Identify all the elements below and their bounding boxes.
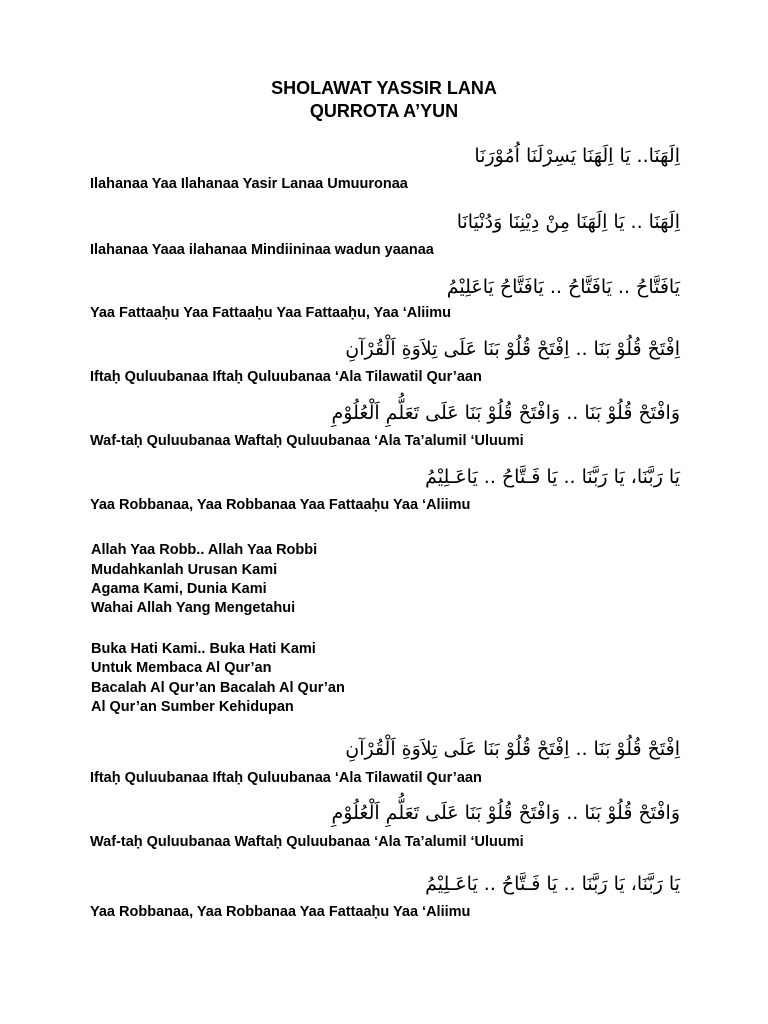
verse-arabic: اِفْتَحْ قُلُوْ بَنَا .. اِفْتَحْ قُلُوْ بَنَا عَلَى تِلاَوَةِ اَلْقُرْآنِ <box>345 738 680 760</box>
verse-arabic: يَافَتَّاحُ .. يَافَتَّاحُ .. يَافَتَّاحُ يَاعَلِيْمُ <box>446 276 680 298</box>
verse-latin: Iftaḥ Quluubanaa Iftaḥ Quluubanaa ‘Ala Tilawatil Qur’aan <box>90 369 482 385</box>
verse-latin: Ilahanaa Yaa Ilahanaa Yasir Lanaa Umuuronaa <box>90 176 408 192</box>
verse-arabic: اِلَهَنَا.. يَا اِلَهَنَا يَسِرْلَنَا اُمُوْرَنَا <box>474 145 680 167</box>
verse-arabic: يَا رَبَّنَا، يَا رَبَّنَا .. يَا فَـتَّاحُ .. يَاعَـلِيْمُ <box>425 873 680 895</box>
stanza-line: Untuk Membaca Al Qur’an <box>91 660 272 676</box>
verse-arabic: وَافْتَحْ قُلُوْ بَنَا .. وَافْتَحْ قُلُوْ بَنَا عَلَى تَعَلُّمِ اَلْعُلُوْمِ <box>331 802 680 824</box>
verse-latin: Yaa Fattaaḥu Yaa Fattaaḥu Yaa Fattaaḥu, Yaa ‘Aliimu <box>90 305 452 321</box>
verse-latin: Yaa Robbanaa, Yaa Robbanaa Yaa Fattaaḥu Yaa ‘Aliimu <box>90 497 471 513</box>
stanza-line: Agama Kami, Dunia Kami <box>91 581 267 597</box>
verse-latin: Waf-taḥ Quluubanaa Waftaḥ Quluubanaa ‘Ala Ta’alumil ‘Uluumi <box>90 834 524 850</box>
stanza-line: Allah Yaa Robb.. Allah Yaa Robbi <box>91 542 318 558</box>
stanza-line: Buka Hati Kami.. Buka Hati Kami <box>91 641 316 657</box>
verse-latin: Ilahanaa Yaaa ilahanaa Mindiininaa wadun yaanaa <box>90 242 434 258</box>
verse-latin: Iftaḥ Quluubanaa Iftaḥ Quluubanaa ‘Ala Tilawatil Qur’aan <box>90 770 482 786</box>
stanza-line: Al Qur’an Sumber Kehidupan <box>91 699 294 715</box>
verse-latin: Waf-taḥ Quluubanaa Waftaḥ Quluubanaa ‘Ala Ta’alumil ‘Uluumi <box>90 433 524 449</box>
stanza-line: Mudahkanlah Urusan Kami <box>91 562 278 578</box>
stanza-line: Bacalah Al Qur’an Bacalah Al Qur’an <box>91 680 345 696</box>
title-line-2: QURROTA A’YUN <box>309 101 459 121</box>
verse-latin: Yaa Robbanaa, Yaa Robbanaa Yaa Fattaaḥu Yaa ‘Aliimu <box>90 904 471 920</box>
verse-arabic: وَافْتَحْ قُلُوْ بَنَا .. وَافْتَحْ قُلُوْ بَنَا عَلَى تَعَلُّمِ اَلْعُلُوْمِ <box>331 402 680 424</box>
title-line-1: SHOLAWAT YASSIR LANA <box>271 78 497 98</box>
stanza-line: Wahai Allah Yang Mengetahui <box>91 600 296 616</box>
verse-arabic: يَا رَبَّنَا، يَا رَبَّنَا .. يَا فَـتَّاحُ .. يَاعَـلِيْمُ <box>425 466 680 488</box>
verse-arabic: اِفْتَحْ قُلُوْ بَنَا .. اِفْتَحْ قُلُوْ بَنَا عَلَى تِلاَوَةِ اَلْقُرْآنِ <box>345 338 680 360</box>
verse-arabic: اِلَهَنَا .. يَا اِلَهَنَا مِنْ دِيْنِنَا وَدُنْيَانَا <box>456 211 680 233</box>
